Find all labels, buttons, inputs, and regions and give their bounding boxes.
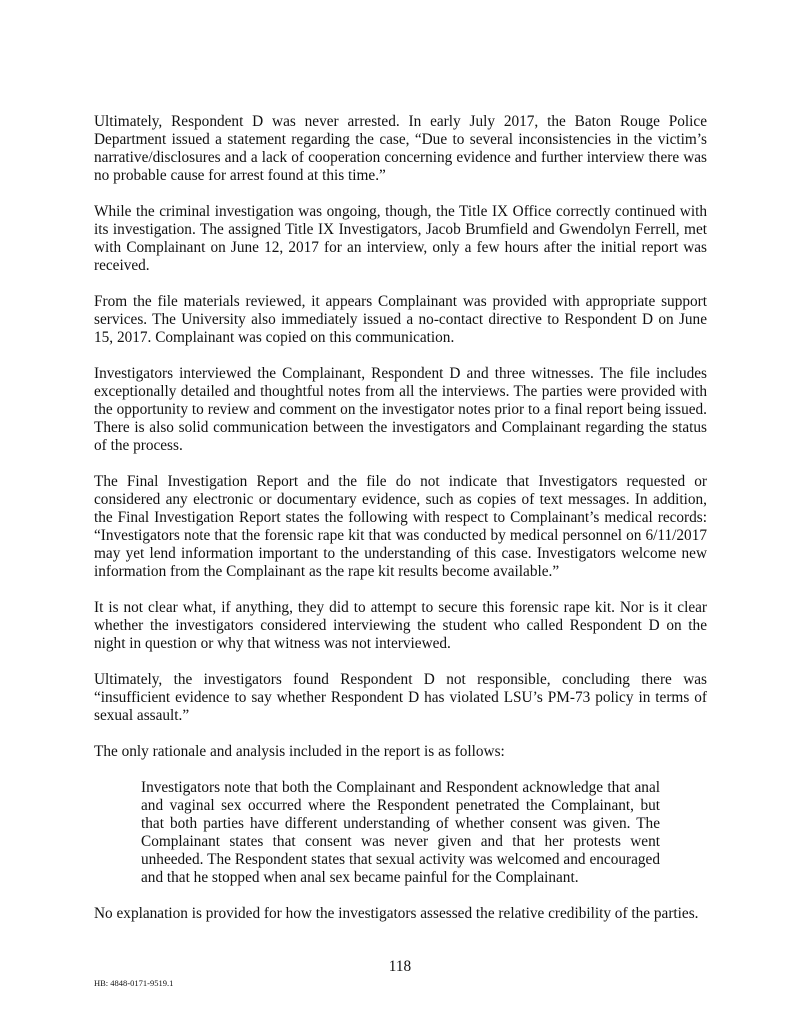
paragraph-finding: Ultimately, the investigators found Respondent D not responsible, concluding there was “insufficient evidence to say whether Respondent D has violated LSU’s PM-73 policy in terms of sexual assault.” xyxy=(94,671,707,724)
paragraph-rape-kit: It is not clear what, if anything, they did to attempt to secure this forensic rape kit. Nor is it clear whether the investigators considered interviewing the student who called Respondent D on the night in question or why that witness was not interviewed. xyxy=(94,599,707,652)
paragraph-support-services: From the file materials reviewed, it appears Complainant was provided with appropriate support services. The University also immediately issued a no-contact directive to Respondent D on June 15, 2017. Complainant was copied on this communication. xyxy=(94,293,707,346)
paragraph-interviews: Investigators interviewed the Complainant, Respondent D and three witnesses. The file includes exceptionally detailed and thoughtful notes from all the interviews. The parties were provided with the opportunity to review and comment on the investigator notes prior to a final report being issued. There is also solid communication between the investigators and Complainant regarding the status of the process. xyxy=(94,365,707,454)
paragraph-title-ix-investigation: While the criminal investigation was ongoing, though, the Title IX Office correctly continued with its investigation. The assigned Title IX Investigators, Jacob Brumfield and Gwendolyn Ferrell, met with Complainant on June 12, 2017 for an interview, only a few hours after the initial report was received. xyxy=(94,203,707,274)
paragraph-closing: No explanation is provided for how the investigators assessed the relative credibility of the parties. xyxy=(94,905,699,922)
page-number: 118 xyxy=(388,958,412,975)
document-body xyxy=(94,113,707,941)
paragraph-rationale-intro: The only rationale and analysis included in the report is as follows: xyxy=(94,743,505,760)
document-id: HB: 4848-0171-9519.1 xyxy=(94,978,174,988)
paragraph-evidence: The Final Investigation Report and the file do not indicate that Investigators requested or considered any electronic or documentary evidence, such as copies of text messages. In addition, the Final Investigation Report states the following with respect to Complainant’s medical records: “Investigators note that the forensic rape kit that was conducted by medical personnel on 6/11/2017 may yet lend information important to the understanding of this case. Investigators welcome new information from the Complainant as the rape kit results become available.” xyxy=(94,473,707,580)
paragraph-arrest-status: Ultimately, Respondent D was never arrested. In early July 2017, the Baton Rouge Police Department issued a statement regarding the case, “Due to several inconsistencies in the victim’s narrative/disclosures and a lack of cooperation concerning evidence and further interview there was no probable cause for arrest found at this time.” xyxy=(94,113,707,184)
block-quote: Investigators note that both the Complainant and Respondent acknowledge that anal and vaginal sex occurred where the Respondent penetrated the Complainant, but that both parties have different understanding of whether consent was given. The Complainant states that consent was never given and that her protests went unheeded. The Respondent states that sexual activity was welcomed and encouraged and that he stopped when anal sex became painful for the Complainant. xyxy=(141,779,660,886)
